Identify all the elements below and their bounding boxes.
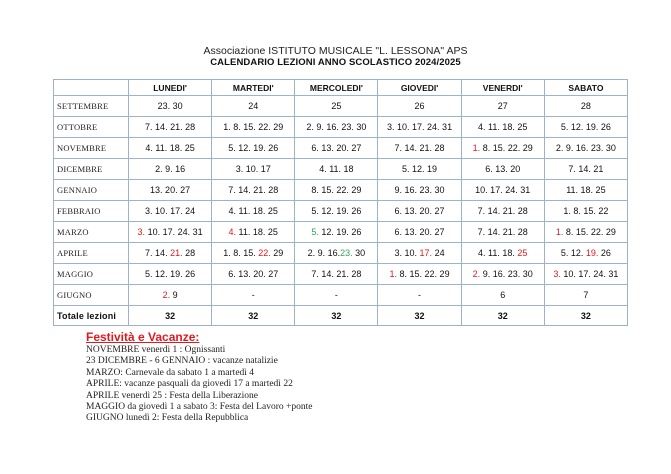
highlighted-date: 3.	[137, 227, 146, 237]
lesson-dates-cell	[461, 96, 544, 117]
date-text: 26	[414, 101, 425, 111]
totals-label: Totale lezioni	[54, 306, 129, 326]
highlighted-date: 17.	[419, 248, 433, 258]
date-text: 2. 9. 16	[155, 164, 186, 174]
table-row	[54, 285, 628, 306]
lesson-dates-cell	[378, 285, 461, 306]
date-text: 6. 13. 20. 27	[394, 227, 445, 237]
lesson-dates-cell	[129, 159, 212, 180]
lesson-dates-cell	[378, 138, 461, 159]
lesson-dates-cell	[461, 117, 544, 138]
month-label: MAGGIO	[54, 264, 129, 285]
table-row	[54, 180, 628, 201]
date-text: 11. 18. 25	[566, 185, 606, 195]
date-text: 5. 12. 19. 26	[311, 206, 362, 216]
lesson-dates-cell	[212, 138, 295, 159]
highlighted-date: 25	[517, 248, 528, 258]
date-text: 6. 13. 20. 27	[394, 206, 445, 216]
date-text: 10. 17. 24. 31	[145, 227, 203, 237]
holiday-item: GIUGNO lunedì 2: Festa della Repubblica	[86, 413, 249, 424]
date-text: 8. 15. 22. 29	[397, 269, 450, 279]
lesson-dates-cell	[212, 159, 295, 180]
date-text: 7. 14.	[145, 248, 171, 258]
date-text: 23. 30	[157, 101, 183, 111]
day-header: GIOVEDI'	[378, 80, 461, 96]
lesson-dates-cell	[295, 159, 378, 180]
lesson-dates-cell	[544, 138, 627, 159]
date-text: 1. 8. 15.	[223, 248, 259, 258]
lesson-dates-cell	[378, 180, 461, 201]
table-row	[54, 138, 628, 159]
day-header: LUNEDI'	[129, 80, 212, 96]
date-text: 3. 10. 17. 24. 31	[387, 122, 453, 132]
date-text: 6. 13. 20	[485, 164, 521, 174]
date-text: 5. 12. 19. 26	[560, 122, 611, 132]
lesson-dates-cell	[212, 201, 295, 222]
highlighted-date: 4.	[228, 227, 237, 237]
date-text: 13. 20. 27	[150, 185, 191, 195]
table-row	[54, 159, 628, 180]
table-row	[54, 96, 628, 117]
date-text: 2. 9. 16. 23. 30	[555, 143, 616, 153]
day-header: SABATO	[544, 80, 627, 96]
date-text: -	[251, 290, 255, 300]
lesson-dates-cell	[129, 222, 212, 243]
date-text: 4. 11. 18. 25	[478, 122, 528, 132]
date-text: -	[334, 290, 338, 300]
date-text: 5. 12.	[560, 248, 586, 258]
lesson-dates-cell	[212, 285, 295, 306]
holidays-title: Festività e Vacanze:	[86, 330, 200, 344]
lesson-dates-cell	[461, 222, 544, 243]
date-text: 27	[497, 101, 508, 111]
calendar-title: CALENDARIO LEZIONI ANNO SCOLASTICO 2024/2025	[210, 57, 461, 68]
date-text: 2. 9. 16. 23. 30	[306, 122, 367, 132]
lesson-dates-cell	[295, 180, 378, 201]
calendar-body	[54, 96, 628, 306]
highlighted-date: 1.	[555, 227, 564, 237]
date-text: 5. 12. 19. 26	[145, 269, 196, 279]
highlighted-date: 5.	[311, 227, 319, 237]
lesson-dates-cell	[295, 138, 378, 159]
date-text: 25	[331, 101, 342, 111]
table-header-row	[54, 80, 628, 96]
lesson-dates-cell	[129, 201, 212, 222]
lesson-calendar-table	[53, 79, 628, 326]
holiday-item: APRILE: vacanze pasquali da giovedì 17 a martedì 22	[86, 379, 293, 390]
date-text: 1. 8. 15. 22	[563, 206, 609, 216]
lesson-dates-cell	[295, 117, 378, 138]
date-text: 28	[182, 248, 196, 258]
lesson-dates-cell	[212, 96, 295, 117]
date-text: 3. 10. 17. 24	[145, 206, 196, 216]
lesson-dates-cell	[544, 264, 627, 285]
date-text: 24	[432, 248, 445, 258]
lesson-dates-cell	[129, 285, 212, 306]
date-text: 7. 14. 21	[568, 164, 604, 174]
lesson-dates-cell	[544, 117, 627, 138]
month-label: OTTOBRE	[54, 117, 129, 138]
lesson-dates-cell	[212, 264, 295, 285]
month-label: NOVEMBRE	[54, 138, 129, 159]
table-row	[54, 201, 628, 222]
lesson-dates-cell	[378, 117, 461, 138]
lesson-dates-cell	[129, 243, 212, 264]
lesson-dates-cell	[544, 159, 627, 180]
date-text: 6. 13. 20. 27	[228, 269, 279, 279]
date-text: 7. 14. 21. 28	[394, 143, 445, 153]
total-value: 32	[461, 306, 544, 326]
month-label: GIUGNO	[54, 285, 129, 306]
table-row	[54, 117, 628, 138]
month-label: SETTEMBRE	[54, 96, 129, 117]
lesson-dates-cell	[544, 243, 627, 264]
totals-row	[54, 306, 628, 326]
lesson-dates-cell	[461, 201, 544, 222]
lesson-dates-cell	[129, 138, 212, 159]
date-text: 7. 14. 21. 28	[145, 122, 196, 132]
date-text: 3. 10. 17	[235, 164, 271, 174]
date-text: 29	[270, 248, 284, 258]
date-text: 7. 14. 21. 28	[477, 206, 528, 216]
highlighted-date: 2.	[472, 269, 481, 279]
date-text: 30	[352, 248, 366, 258]
date-text: 5. 12. 19	[402, 164, 438, 174]
date-text: 6. 13. 20. 27	[311, 143, 362, 153]
lesson-dates-cell	[295, 201, 378, 222]
date-text: -	[418, 290, 422, 300]
lesson-dates-cell	[378, 201, 461, 222]
total-value: 32	[544, 306, 627, 326]
date-text: 4. 11. 18.	[478, 248, 518, 258]
lesson-dates-cell	[461, 180, 544, 201]
holiday-item: MAGGIO da giovedì 1 a sabato 3: Festa del Lavoro +ponte	[86, 402, 313, 413]
lesson-dates-cell	[544, 96, 627, 117]
date-text: 28	[580, 101, 591, 111]
month-label: APRILE	[54, 243, 129, 264]
lesson-dates-cell	[461, 243, 544, 264]
day-header: MERCOLEDI'	[295, 80, 378, 96]
date-text: 10. 17. 24. 31	[560, 269, 619, 279]
month-label: DICEMBRE	[54, 159, 129, 180]
date-text: 4. 11. 18. 25	[145, 143, 195, 153]
table-row	[54, 264, 628, 285]
lesson-dates-cell	[129, 180, 212, 201]
month-label: MARZO	[54, 222, 129, 243]
holiday-item: APRILE venerdì 25 : Festa della Liberazione	[86, 390, 259, 401]
date-text: 1. 8. 15. 22. 29	[223, 122, 284, 132]
lesson-dates-cell	[544, 285, 627, 306]
lesson-dates-cell	[461, 138, 544, 159]
holiday-item: 23 DICEMBRE - 6 GENNAIO : vacanze natalizie	[86, 356, 278, 367]
lesson-dates-cell	[461, 159, 544, 180]
date-text: 9. 16. 23. 30	[480, 269, 533, 279]
month-label: FEBBRAIO	[54, 201, 129, 222]
lesson-dates-cell	[212, 222, 295, 243]
date-text: 26	[598, 248, 611, 258]
date-text: 2. 9. 16.	[307, 248, 341, 258]
date-text: 7. 14. 21. 28	[477, 227, 528, 237]
date-text: 3. 10.	[394, 248, 420, 258]
lesson-dates-cell	[295, 264, 378, 285]
highlighted-date: 3.	[553, 269, 561, 279]
lesson-dates-cell	[212, 243, 295, 264]
lesson-dates-cell	[378, 96, 461, 117]
date-text: 11. 18. 25	[236, 227, 278, 237]
date-text: 9	[170, 290, 178, 300]
table-row	[54, 243, 628, 264]
date-text: 12. 19. 26	[318, 227, 362, 237]
lesson-dates-cell	[295, 222, 378, 243]
date-text: 6	[500, 290, 506, 300]
date-text: 24	[248, 101, 259, 111]
lesson-dates-cell	[378, 222, 461, 243]
date-text: 4. 11. 18. 25	[228, 206, 278, 216]
lesson-dates-cell	[461, 264, 544, 285]
date-text: 7. 14. 21. 28	[311, 269, 362, 279]
lesson-dates-cell	[129, 96, 212, 117]
corner-cell	[54, 80, 129, 96]
lesson-dates-cell	[212, 180, 295, 201]
lesson-dates-cell	[378, 264, 461, 285]
date-text: 10. 17. 24. 31	[475, 185, 531, 195]
total-value: 32	[295, 306, 378, 326]
lesson-dates-cell	[295, 243, 378, 264]
highlighted-date: 2.	[162, 290, 171, 300]
lesson-dates-cell	[461, 285, 544, 306]
total-value: 32	[378, 306, 461, 326]
date-text: 7	[583, 290, 589, 300]
table-row	[54, 222, 628, 243]
total-value: 32	[212, 306, 295, 326]
day-header: VENERDI'	[461, 80, 544, 96]
day-header: MARTEDI'	[212, 80, 295, 96]
highlighted-date: 1.	[472, 143, 481, 153]
highlighted-date: 22.	[258, 248, 271, 258]
lesson-dates-cell	[295, 96, 378, 117]
date-text: 8. 15. 22. 29	[563, 227, 616, 237]
highlighted-date: 1.	[389, 269, 398, 279]
date-text: 9. 16. 23. 30	[394, 185, 445, 195]
date-text: 8. 15. 22. 29	[311, 185, 362, 195]
lesson-dates-cell	[378, 159, 461, 180]
highlighted-date: 19.	[585, 248, 599, 258]
date-text: 8. 15. 22. 29	[480, 143, 533, 153]
lesson-dates-cell	[378, 243, 461, 264]
association-name: Associazione ISTITUTO MUSICALE "L. LESSONA" APS	[203, 45, 468, 57]
lesson-dates-cell	[544, 222, 627, 243]
holiday-item: NOVEMBRE venerdì 1 : Ognissanti	[86, 345, 226, 355]
lesson-dates-cell	[212, 117, 295, 138]
date-text: 7. 14. 21. 28	[228, 185, 279, 195]
lesson-dates-cell	[544, 201, 627, 222]
lesson-dates-cell	[295, 285, 378, 306]
total-value: 32	[129, 306, 212, 326]
lesson-dates-cell	[129, 117, 212, 138]
highlighted-date: 21.	[170, 248, 183, 258]
date-text: 5. 12. 19. 26	[228, 143, 279, 153]
date-text: 4. 11. 18	[319, 164, 354, 174]
lesson-dates-cell	[544, 180, 627, 201]
month-label: GENNAIO	[54, 180, 129, 201]
highlighted-date: 23.	[340, 248, 353, 258]
holiday-item: MARZO: Carnevale da sabato 1 a martedì 4	[86, 367, 255, 378]
holidays-section	[86, 330, 606, 425]
lesson-dates-cell	[129, 264, 212, 285]
